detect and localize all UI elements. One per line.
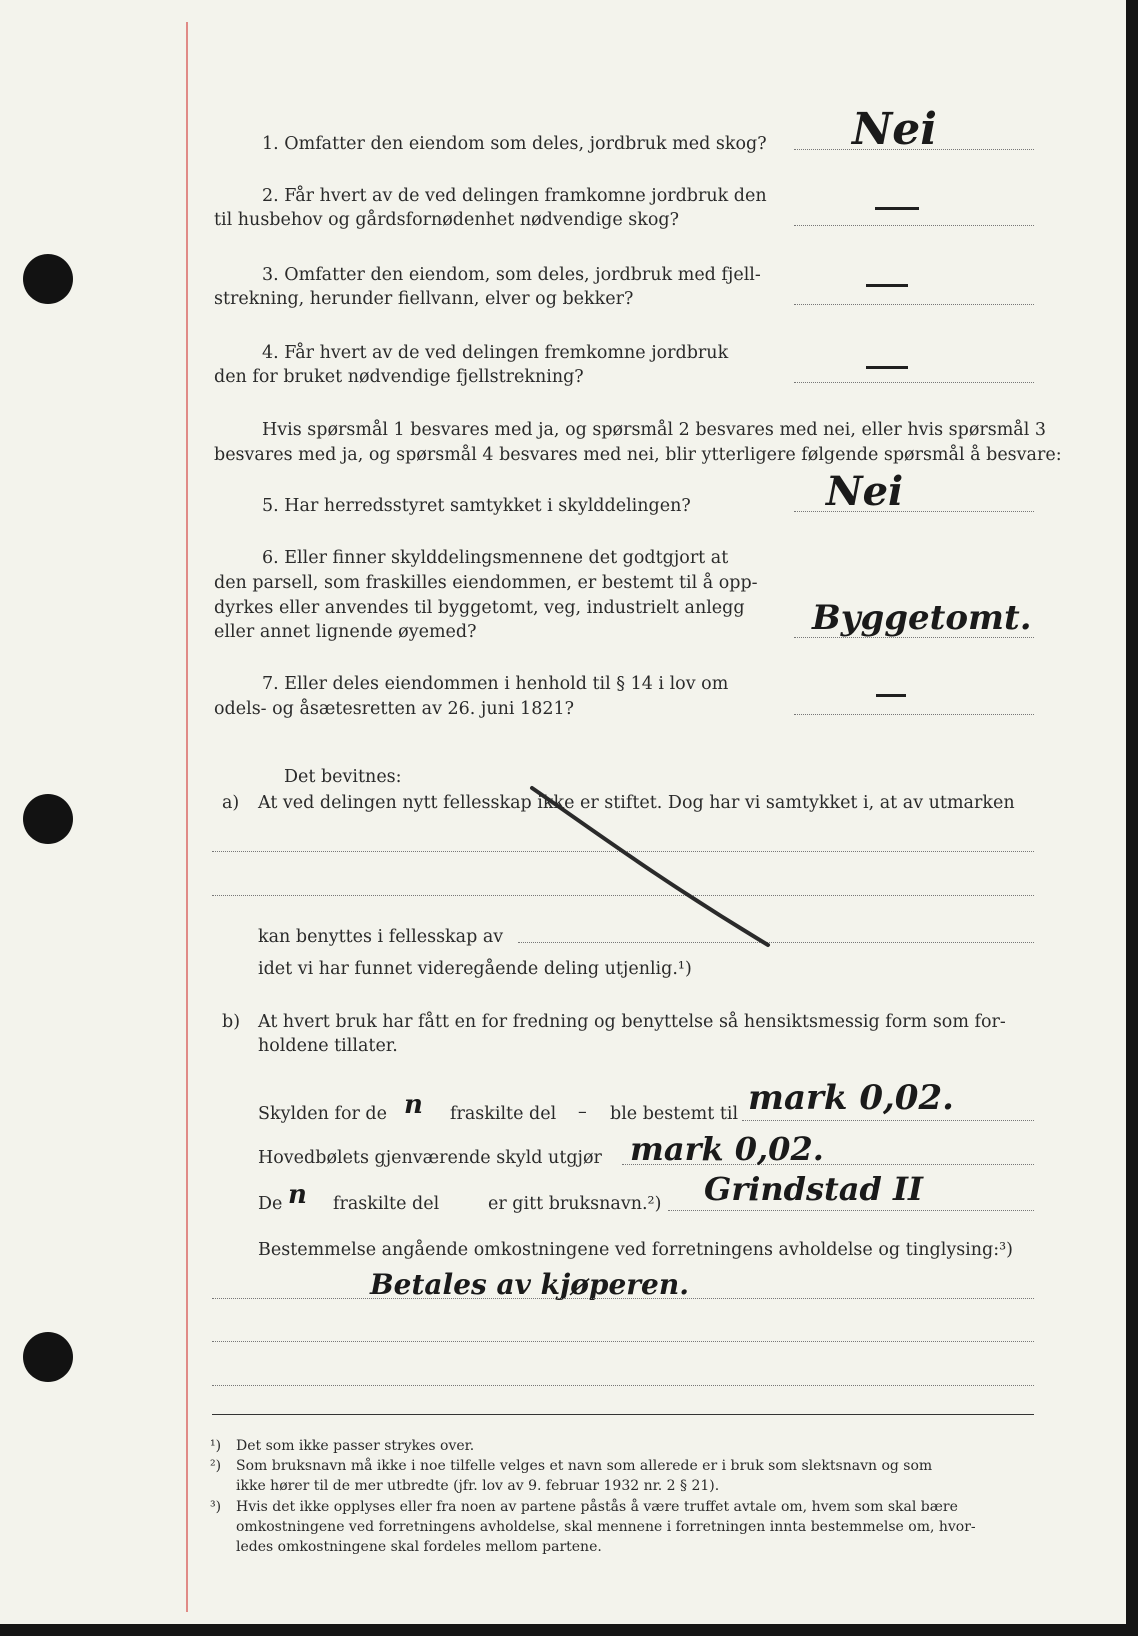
cost-line-3: [212, 1385, 1034, 1386]
condition-line1: Hvis spørsmål 1 besvares med ja, og spørsmål 2 besvares med nei, eller hvis spørsmål 3: [262, 420, 1047, 440]
attest-a-end: idet vi har funnet videregående deling utjenlig.¹): [258, 959, 692, 979]
question-3-line1: 3. Omfatter den eiendom, som deles, jordbruk med fjell-: [262, 265, 761, 285]
hoved-value-handwritten: mark 0,02.: [630, 1130, 824, 1168]
footnote-2-line1: Som bruksnavn må ikke i noe tilfelle velges et navn som allerede er i bruk som slektsnavn og som: [236, 1458, 933, 1474]
footnote-1-mark: ¹): [210, 1438, 222, 1454]
cost-line-2: [212, 1341, 1034, 1342]
navn-handwritten-n: n: [288, 1180, 307, 1210]
question-4-line2: den for bruket nødvendige fjellstrekning?: [214, 367, 584, 387]
attest-a-label: a): [222, 793, 240, 813]
navn-value-line: [668, 1210, 1034, 1211]
skyld-label-c: ble bestemt til: [610, 1104, 739, 1124]
skyld-label-a: Skylden for de: [258, 1104, 387, 1124]
condition-line2: besvares med ja, og spørsmål 4 besvares med nei, blir ytterligere følgende spørsmål å besvare:: [214, 445, 1062, 465]
skyld-value-line: [742, 1120, 1034, 1121]
answer-1-handwritten: Nei: [852, 104, 937, 155]
navn-label-c: er gitt bruksnavn.²): [488, 1194, 662, 1214]
navn-label-b: fraskilte del: [333, 1194, 440, 1214]
question-6-line2: den parsell, som fraskilles eiendommen, er bestemt til å opp-: [214, 573, 758, 593]
question-6-line1: 6. Eller finner skylddelingsmennene det godtgjort at: [262, 548, 729, 568]
attest-b-label: b): [222, 1012, 241, 1032]
footnote-1-line1: Det som ikke passer strykes over.: [236, 1438, 475, 1454]
cost-value-handwritten: Betales av kjøperen.: [370, 1268, 689, 1301]
navn-label-a: De: [258, 1194, 283, 1214]
question-2-line1: 2. Får hvert av de ved delingen framkomne jordbruk den: [262, 186, 767, 206]
cost-label: Bestemmelse angående omkostningene ved forretningens avholdelse og tinglysing:³): [258, 1240, 1013, 1260]
question-2-line2: til husbehov og gårdsfornødenhet nødvendige skog?: [214, 210, 679, 230]
skyld-value-handwritten: mark 0,02.: [748, 1078, 954, 1118]
question-1: 1. Omfatter den eiendom som deles, jordbruk med skog?: [262, 134, 767, 154]
footnote-3-line3: ledes omkostningene skal fordeles mellom partene.: [236, 1539, 602, 1555]
answer-6-handwritten: Byggetomt.: [812, 598, 1032, 638]
cost-line-1: [212, 1298, 1034, 1299]
question-6-line3: dyrkes eller anvendes til byggetomt, veg, industrielt anlegg: [214, 598, 745, 618]
footnote-3-mark: ³): [210, 1499, 222, 1515]
common-use-label: kan benyttes i fellesskap av: [258, 927, 504, 947]
footnote-2-mark: ²): [210, 1458, 222, 1474]
skyld-handwritten-n: n: [404, 1090, 423, 1120]
hoved-label: Hovedbølets gjenværende skyld utgjør: [258, 1148, 602, 1168]
footnote-2-line2: ikke hører til de mer utbredte (jfr. lov av 9. februar 1932 nr. 2 § 21).: [236, 1478, 720, 1494]
attest-b-line2: holdene tillater.: [258, 1036, 398, 1056]
skyld-handwritten-dash: –: [578, 1102, 587, 1122]
question-7-line2: odels- og åsætesretten av 26. juni 1821?: [214, 699, 574, 719]
question-3-line2: strekning, herunder fiellvann, elver og bekker?: [214, 289, 634, 309]
answer-5-handwritten: Nei: [826, 468, 904, 515]
question-6-line4: eller annet lignende øyemed?: [214, 622, 477, 642]
question-4-line1: 4. Får hvert av de ved delingen fremkomne jordbruk: [262, 343, 729, 363]
navn-value-handwritten: Grindstad II: [704, 1170, 923, 1208]
question-7-line1: 7. Eller deles eiendommen i henhold til § 14 i lov om: [262, 674, 729, 694]
attest-a-text: At ved delingen nytt fellesskap ikke er stiftet. Dog har vi samtykket i, at av utmarken: [258, 793, 1015, 813]
attest-b-line1: At hvert bruk har fått en for fredning og benyttelse så hensiktsmessig form som for-: [258, 1012, 1006, 1032]
question-5: 5. Har herredsstyret samtykket i skylddelingen?: [262, 496, 691, 516]
attest-heading: Det bevitnes:: [284, 767, 402, 787]
footnote-3-line1: Hvis det ikke opplyses eller fra noen av partene påstås å være truffet avtale om, hvem som skal bære: [236, 1499, 958, 1515]
skyld-label-b: fraskilte del: [450, 1104, 557, 1124]
footnote-3-line2: omkostningene ved forretningens avholdelse, skal mennene i forretningen innta bestemmelse om, hvor-: [236, 1519, 976, 1535]
punch-hole-bottom: [23, 1332, 73, 1382]
footnote-separator: [212, 1414, 1034, 1415]
